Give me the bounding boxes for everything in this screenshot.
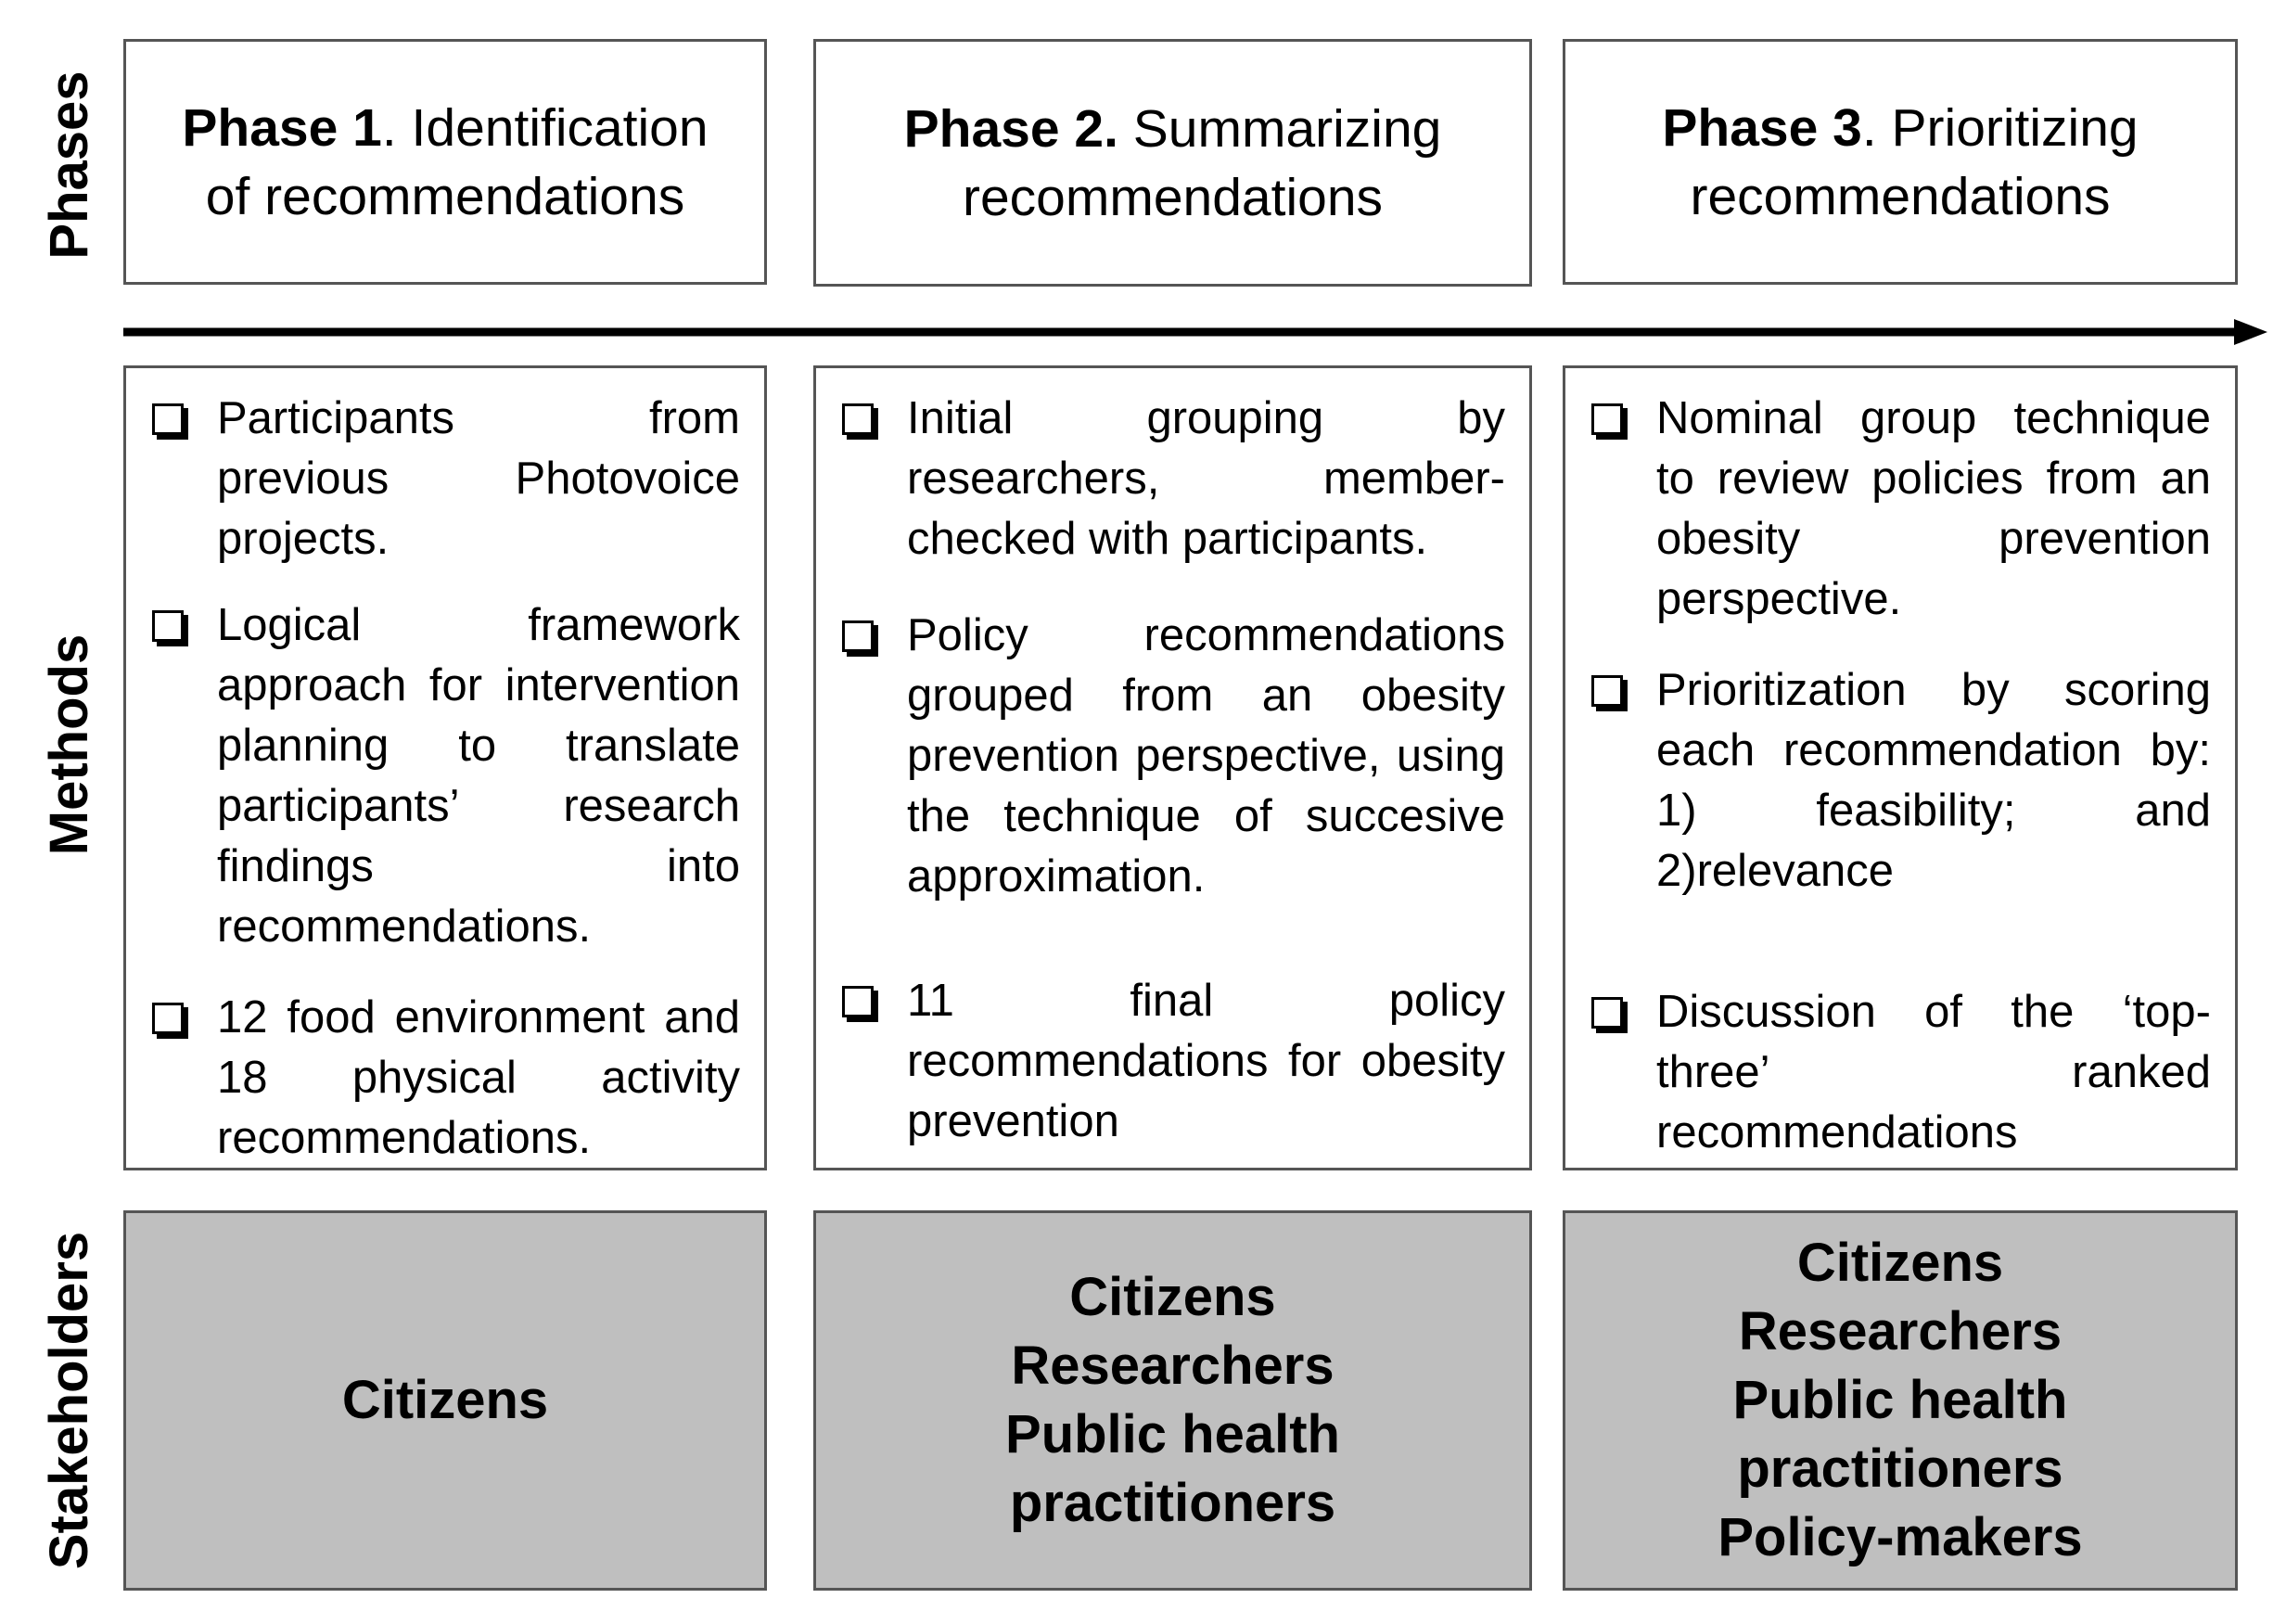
checkbox-bullet-icon (842, 403, 874, 435)
checkbox-bullet-icon (1591, 403, 1623, 435)
method-text: Policy recommendations grouped from an obesity prevention perspective, using the technique of succesive approximation. (907, 610, 1505, 902)
stakeholder-citizens: Citizens (1796, 1233, 2004, 1293)
methods-box-1 (123, 365, 767, 1170)
stakeholder-researchers: Researchers (1738, 1301, 2063, 1362)
method-text: Nominal group technique to review policies from an obesity prevention perspective. (1656, 393, 2211, 624)
method-item (842, 606, 1505, 907)
checkbox-bullet-icon (152, 403, 184, 435)
phase-2-title (816, 95, 1529, 232)
phase-1-title (126, 94, 764, 231)
method-text: Discussion of the ‘top-three’ ranked recommendations (1656, 987, 2211, 1157)
method-text: 11 final policy recommendations for obesity prevention (907, 976, 1505, 1146)
stakeholder-practitioners: practitioners (1737, 1439, 2063, 1499)
phase-3-name: . Prioritizing recommendations (1690, 97, 2139, 226)
row-label-phases: Phases (39, 70, 99, 260)
method-item (1591, 389, 2211, 630)
stakeholder-public-health: Public health (1005, 1404, 1340, 1464)
stakeholder-researchers: Researchers (1011, 1336, 1335, 1396)
stakeholder-list (342, 1366, 548, 1435)
method-item (1591, 982, 2211, 1163)
stakeholder-citizens: Citizens (1069, 1267, 1276, 1327)
stakeholder-policy-makers: Policy-makers (1718, 1507, 2083, 1567)
stakeholder-list (1718, 1229, 2082, 1572)
phase-2-label: Phase 2. (903, 98, 1118, 159)
method-item (842, 971, 1505, 1152)
checkbox-bullet-icon (1591, 675, 1623, 707)
methods-box-3 (1563, 365, 2238, 1170)
method-item (152, 389, 740, 569)
phase-3-title (1565, 94, 2235, 231)
method-text: Initial grouping by researchers, member-checked with participants. (907, 393, 1505, 564)
phase-1-name: . Identification of recommendations (205, 97, 709, 226)
checkbox-bullet-icon (152, 610, 184, 642)
stakeholders-box-3 (1563, 1210, 2238, 1591)
phase-1-box (123, 39, 767, 285)
method-text: Logical framework approach for intervention planning to translate participants’ research findings into recommendations. (217, 600, 740, 952)
method-item (842, 389, 1505, 569)
phase-2-name: Summarizing recommendations (962, 98, 1442, 227)
timeline-arrow (123, 319, 2267, 347)
stakeholder-citizens: Citizens (341, 1370, 549, 1430)
checkbox-bullet-icon (842, 986, 874, 1017)
stakeholders-box-1 (123, 1210, 767, 1591)
methods-box-2 (813, 365, 1532, 1170)
phase-2-box (813, 39, 1532, 287)
row-label-methods: Methods (39, 633, 99, 856)
stakeholder-practitioners: practitioners (1009, 1473, 1336, 1533)
stakeholder-public-health: Public health (1732, 1370, 2068, 1430)
checkbox-bullet-icon (1591, 997, 1623, 1029)
method-item (152, 988, 740, 1169)
stakeholders-box-2 (813, 1210, 1532, 1591)
method-text: Prioritization by scoring each recommendation by: 1) feasibility; and 2)relevance (1656, 665, 2211, 896)
method-text: Participants from previous Photovoice projects. (217, 393, 740, 564)
method-item (152, 595, 740, 957)
checkbox-bullet-icon (152, 1003, 184, 1034)
timeline-arrow-head (2234, 319, 2267, 345)
stakeholder-list (1005, 1263, 1340, 1538)
method-item (1591, 660, 2211, 902)
method-text: 12 food environment and 18 physical activity recommendations. (217, 992, 740, 1163)
row-label-stakeholders: Stakeholders (39, 1231, 99, 1570)
phase-3-box (1563, 39, 2238, 285)
checkbox-bullet-icon (842, 620, 874, 652)
phase-1-label: Phase 1 (182, 97, 382, 158)
phase-3-label: Phase 3 (1662, 97, 1862, 158)
